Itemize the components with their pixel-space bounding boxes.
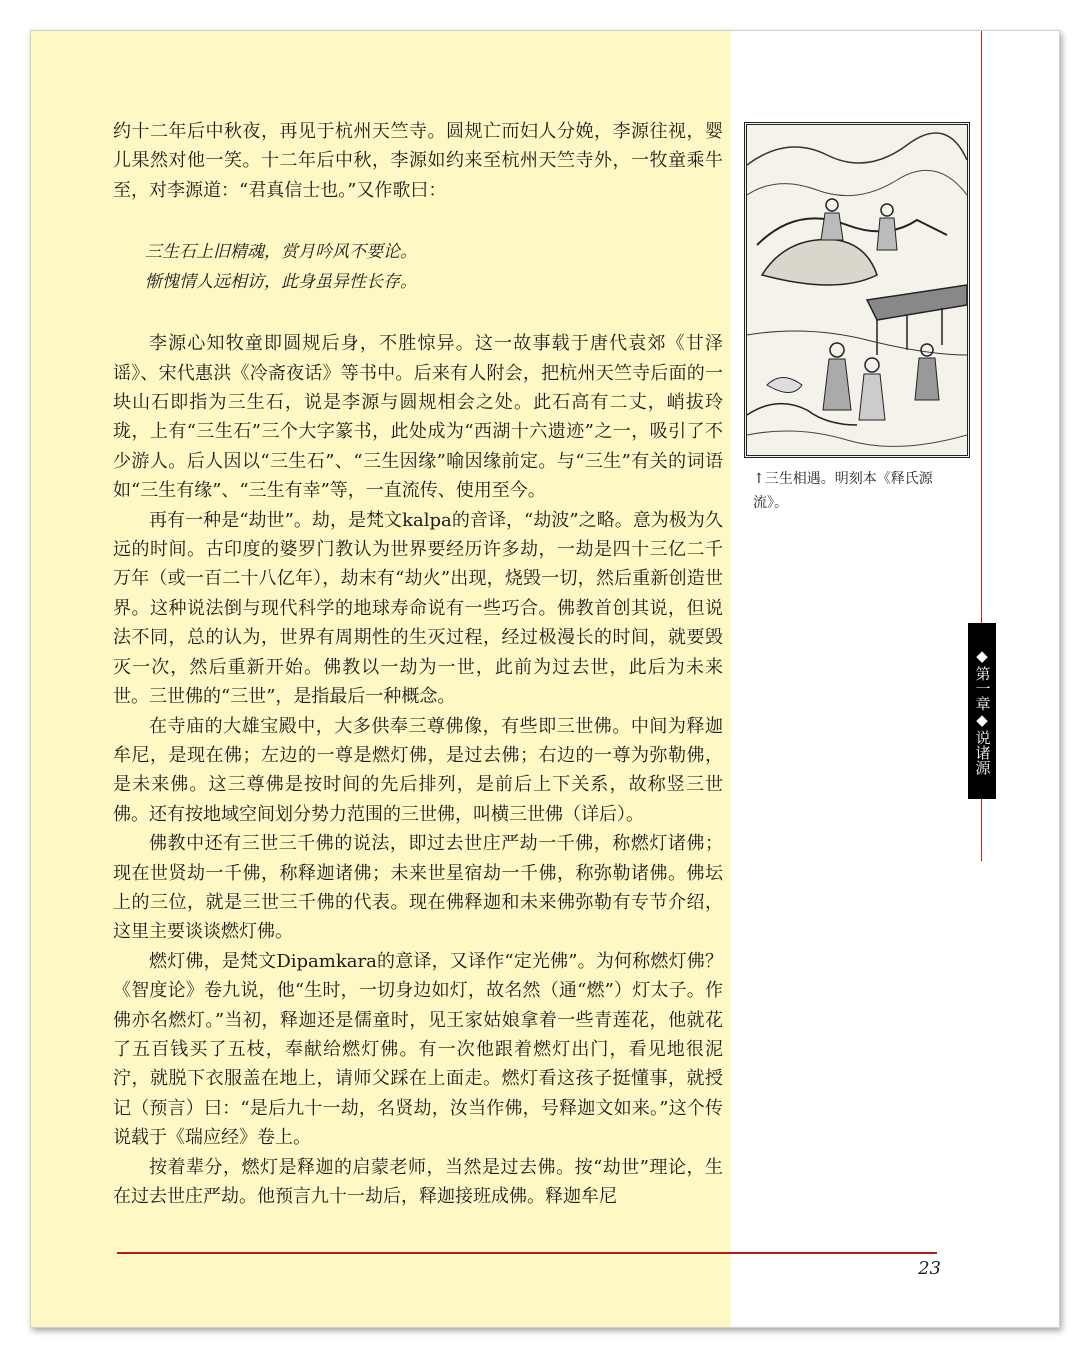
page-number: 23 — [918, 1258, 941, 1279]
paragraph: 燃灯佛，是梵文Dipamkara的意译，又译作“定光佛”。为何称燃灯佛？《智度论》卷九说，他“生时，一切身边如灯，故名然（通“燃”）灯太子。作佛亦名燃灯。”当初，释迦还是儒童时，见王家姑娘拿着一些青莲花，他就花了五百钱买了五枝，奉献给燃灯佛。有一次他跟着燃灯出门，看见地很泥泞，就脱下衣服盖在地上，请师父踩在上面走。燃灯看这孩子挺懂事，就授记（预言）曰：“是后九十一劫，名贤劫，汝当作佛，号释迦文如来。”这个传说载于《瑞应经》卷上。 — [113, 950, 723, 1149]
paragraph-continued: 约十二年后中秋夜，再见于杭州天竺寺。圆规亡而妇人分娩，李源往视，婴儿果然对他一笑。十二年后中秋，李源如约来至杭州天竺寺外，一牧童乘牛至，对李源道：“君真信士也。”又作歌曰： — [113, 121, 723, 201]
chapter-label: 第一章 — [973, 666, 992, 711]
illustration-caption: ↑三生相遇。明刻本《释氏源流》。 — [753, 471, 933, 511]
poem-line: 惭愧情人远相访，此身虽异性长存。 — [145, 272, 417, 293]
poem-line: 三生石上旧精魂，赏月吟风不要论。 — [145, 242, 417, 263]
paragraph: 佛教中还有三世三千佛的说法，即过去世庄严劫一千佛，称燃灯诸佛；现在世贤劫一千佛，称释迦诸佛；未来世星宿劫一千佛，称弥勒诸佛。佛坛上的三位，就是三世三千佛的代表。现在佛释迦和未来佛弥勒有专节介绍，这里主要谈谈燃灯佛。 — [113, 833, 723, 943]
diamond-icon: ◆ — [976, 647, 988, 665]
chapter-tab — [968, 623, 996, 799]
section-label: 说诸源 — [973, 730, 992, 775]
paragraph: 按着辈分，燃灯是释迦的启蒙老师，当然是过去佛。按“劫世”理论，生在过去世庄严劫。他预言九十一劫后，释迦接班成佛。释迦牟尼 — [113, 1156, 723, 1207]
footer-rule — [117, 1252, 937, 1254]
woodblock-illustration — [744, 122, 970, 458]
main-text — [113, 117, 723, 1211]
book-page — [30, 30, 1060, 1328]
illustration-drawing — [747, 125, 967, 455]
poem — [145, 237, 723, 297]
paragraph: 李源心知牧童即圆规后身，不胜惊异。这一故事载于唐代袁郊《甘泽谣》、宋代惠洪《冷斋夜话》等书中。后来有人附会，把杭州天竺寺后面的一块山石即指为三生石，说是李源与圆规相会之处。此石高有二丈，峭拔玲珑，上有“三生石”三个大字篆书，此处成为“西湖十六遗迹”之一，吸引了不少游人。后人因以“三生石”、“三生因缘”喻因缘前定。与“三生”有关的词语如“三生有缘”、“三生有幸”等，一直流传、使用至今。 — [113, 333, 723, 502]
margin-line — [981, 31, 982, 623]
diamond-icon: ◆ — [976, 711, 988, 729]
paragraph: 在寺庙的大雄宝殿中，大多供奉三尊佛像，有些即三世佛。中间为释迦牟尼，是现在佛；左边的一尊是燃灯佛，是过去佛；右边的一尊为弥勒佛，是未来佛。这三尊佛是按时间的先后排列，是前后上下关系，故称竖三世佛。还有按地域空间划分势力范围的三世佛，叫横三世佛（详后）。 — [113, 715, 723, 825]
margin-line — [981, 799, 982, 861]
paragraph: 再有一种是“劫世”。劫，是梵文kalpa的音译，“劫波”之略。意为极为久远的时间。古印度的婆罗门教认为世界要经历许多劫，一劫是四十三亿二千万年（或一百二十八亿年），劫末有“劫火”出现，烧毁一切，然后重新创造世界。这种说法倒与现代科学的地球寿命说有一些巧合。佛教首创其说，但说法不同，总的认为，世界有周期性的生灭过程，经过极漫长的时间，就要毁灭一次，然后重新开始。佛教以一劫为一世，此前为过去世，此后为未来世。三世佛的“三世”，是指最后一种概念。 — [113, 509, 723, 708]
